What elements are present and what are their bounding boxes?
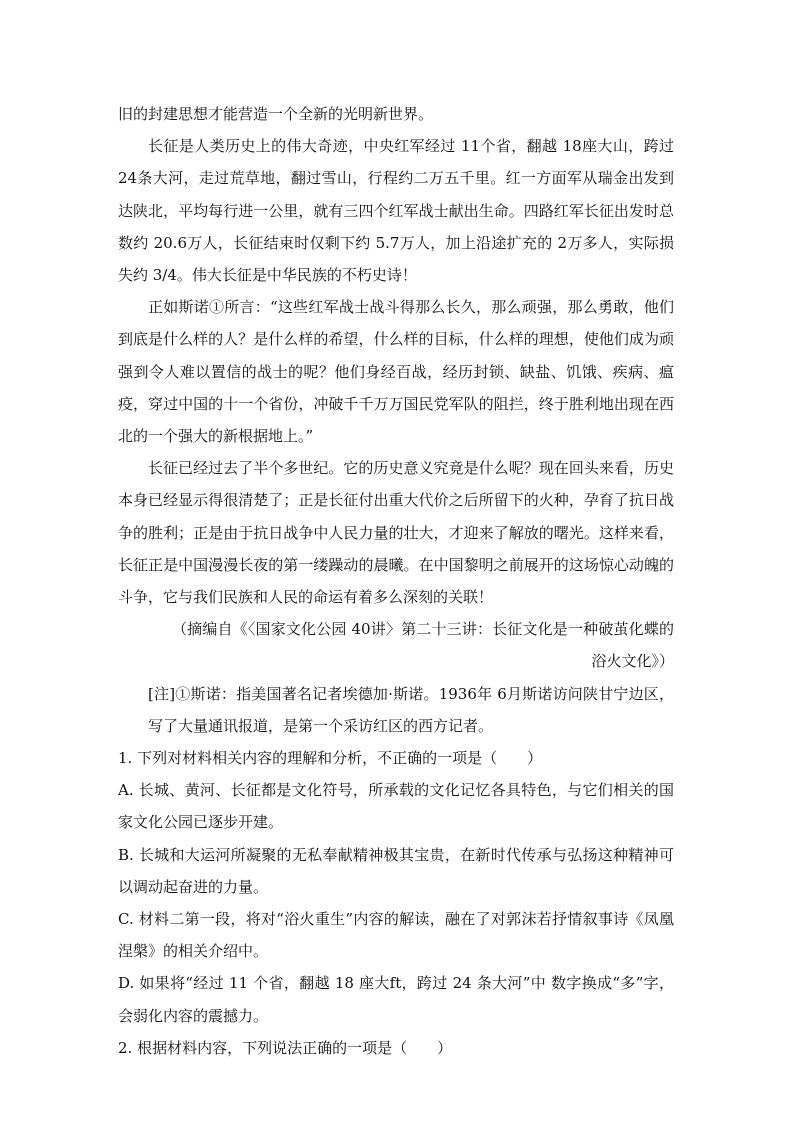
paragraph-long-march-facts: 长征是人类历史上的伟大奇迹，中央红军经过 11个省，翻越 18座大山，跨过 24条大河，走过荒草地，翻过雪山，行程约二万五千里。红一方面军从瑞金出发到达陕北，平均每行进一公里，就有三四个红军战士献出生命。四路红军长征出发时总数约 20.6万人，长征结束时仅剩下约 5.7万人，加上沿途扩充的 2万多人，实际损失约 3/4。伟大长征是中华民族的不朽史诗！ [118, 137, 674, 285]
question-1-option-a: A. 长城、黄河、长征都是文化符号，所承载的文化记忆各具特色，与它们相关的国家文化公园已逐步开建。 [118, 781, 674, 832]
paragraph-continuation: 旧的封建思想才能营造一个全新的光明新世界。 [118, 105, 434, 123]
paragraph-snow-quote: 正如斯诺①所言：“这些红军战士战斗得那么长久，那么顽强，那么勇敢，他们到底是什么样的人？是什么样的希望，什么样的目标，什么样的理想，使他们成为顽强到令人难以置信的战士的呢？他们身经百战，经历封锁、缺盐、饥饿、疾病、瘟疫，穿过中国的十一个省份，冲破千千万万国民党军队的阻拦，终于胜利地出现在西北的一个强大的新根据地上。” [118, 298, 674, 446]
question-2-stem: 2. 根据材料内容，下列说法正确的一项是（ ） [118, 1038, 453, 1057]
source-citation: （摘编自《〈国家文化公园 40讲〉第二十三讲：长征文化是一种破茧化蝶的浴火文化》） [172, 620, 674, 671]
footnote: [注]①斯诺：指美国著名记者埃德加·斯诺。1936年 6月斯诺访问陕甘宁边区，写了大量通讯报道，是第一个采访红区的西方记者。 [148, 684, 674, 735]
paragraph-historical-significance: 长征已经过去了半个多世纪。它的历史意义究竟是什么呢？现在回头来看，历史本身已经显示得很清楚了；正是长征付出重大代价之后所留下的火种，孕育了抗日战争的胜利；正是由于抗日战争中人民力量的壮大，才迎来了解放的曙光。这样来看，长征正是中国漫漫长夜的第一缕躁动的晨曦。在中国黎明之前展开的这场惊心动魄的斗争，它与我们民族和人民的命运有着多么深刻的关联！ [118, 459, 674, 607]
question-1-stem: 1. 下列对材料相关内容的理解和分析，不正确的一项是（ ） [118, 749, 543, 768]
question-1-option-b: B. 长城和大运河所凝聚的无私奉献精神极其宝贵，在新时代传承与弘扬这种精神可以调动起奋进的力量。 [118, 845, 674, 896]
question-1-option-c: C. 材料二第一段，将对“浴火重生”内容的解读，融在了对郭沫若抒情叙事诗《凤凰涅槃》的相关介绍中。 [118, 910, 674, 961]
question-1-option-d: D. 如果将“经过 11 个省，翻越 18 座大ft，跨过 24 条大河”中 数字换成“多”字，会弱化内容的震撼力。 [118, 974, 674, 1025]
document-page [118, 98, 674, 1064]
